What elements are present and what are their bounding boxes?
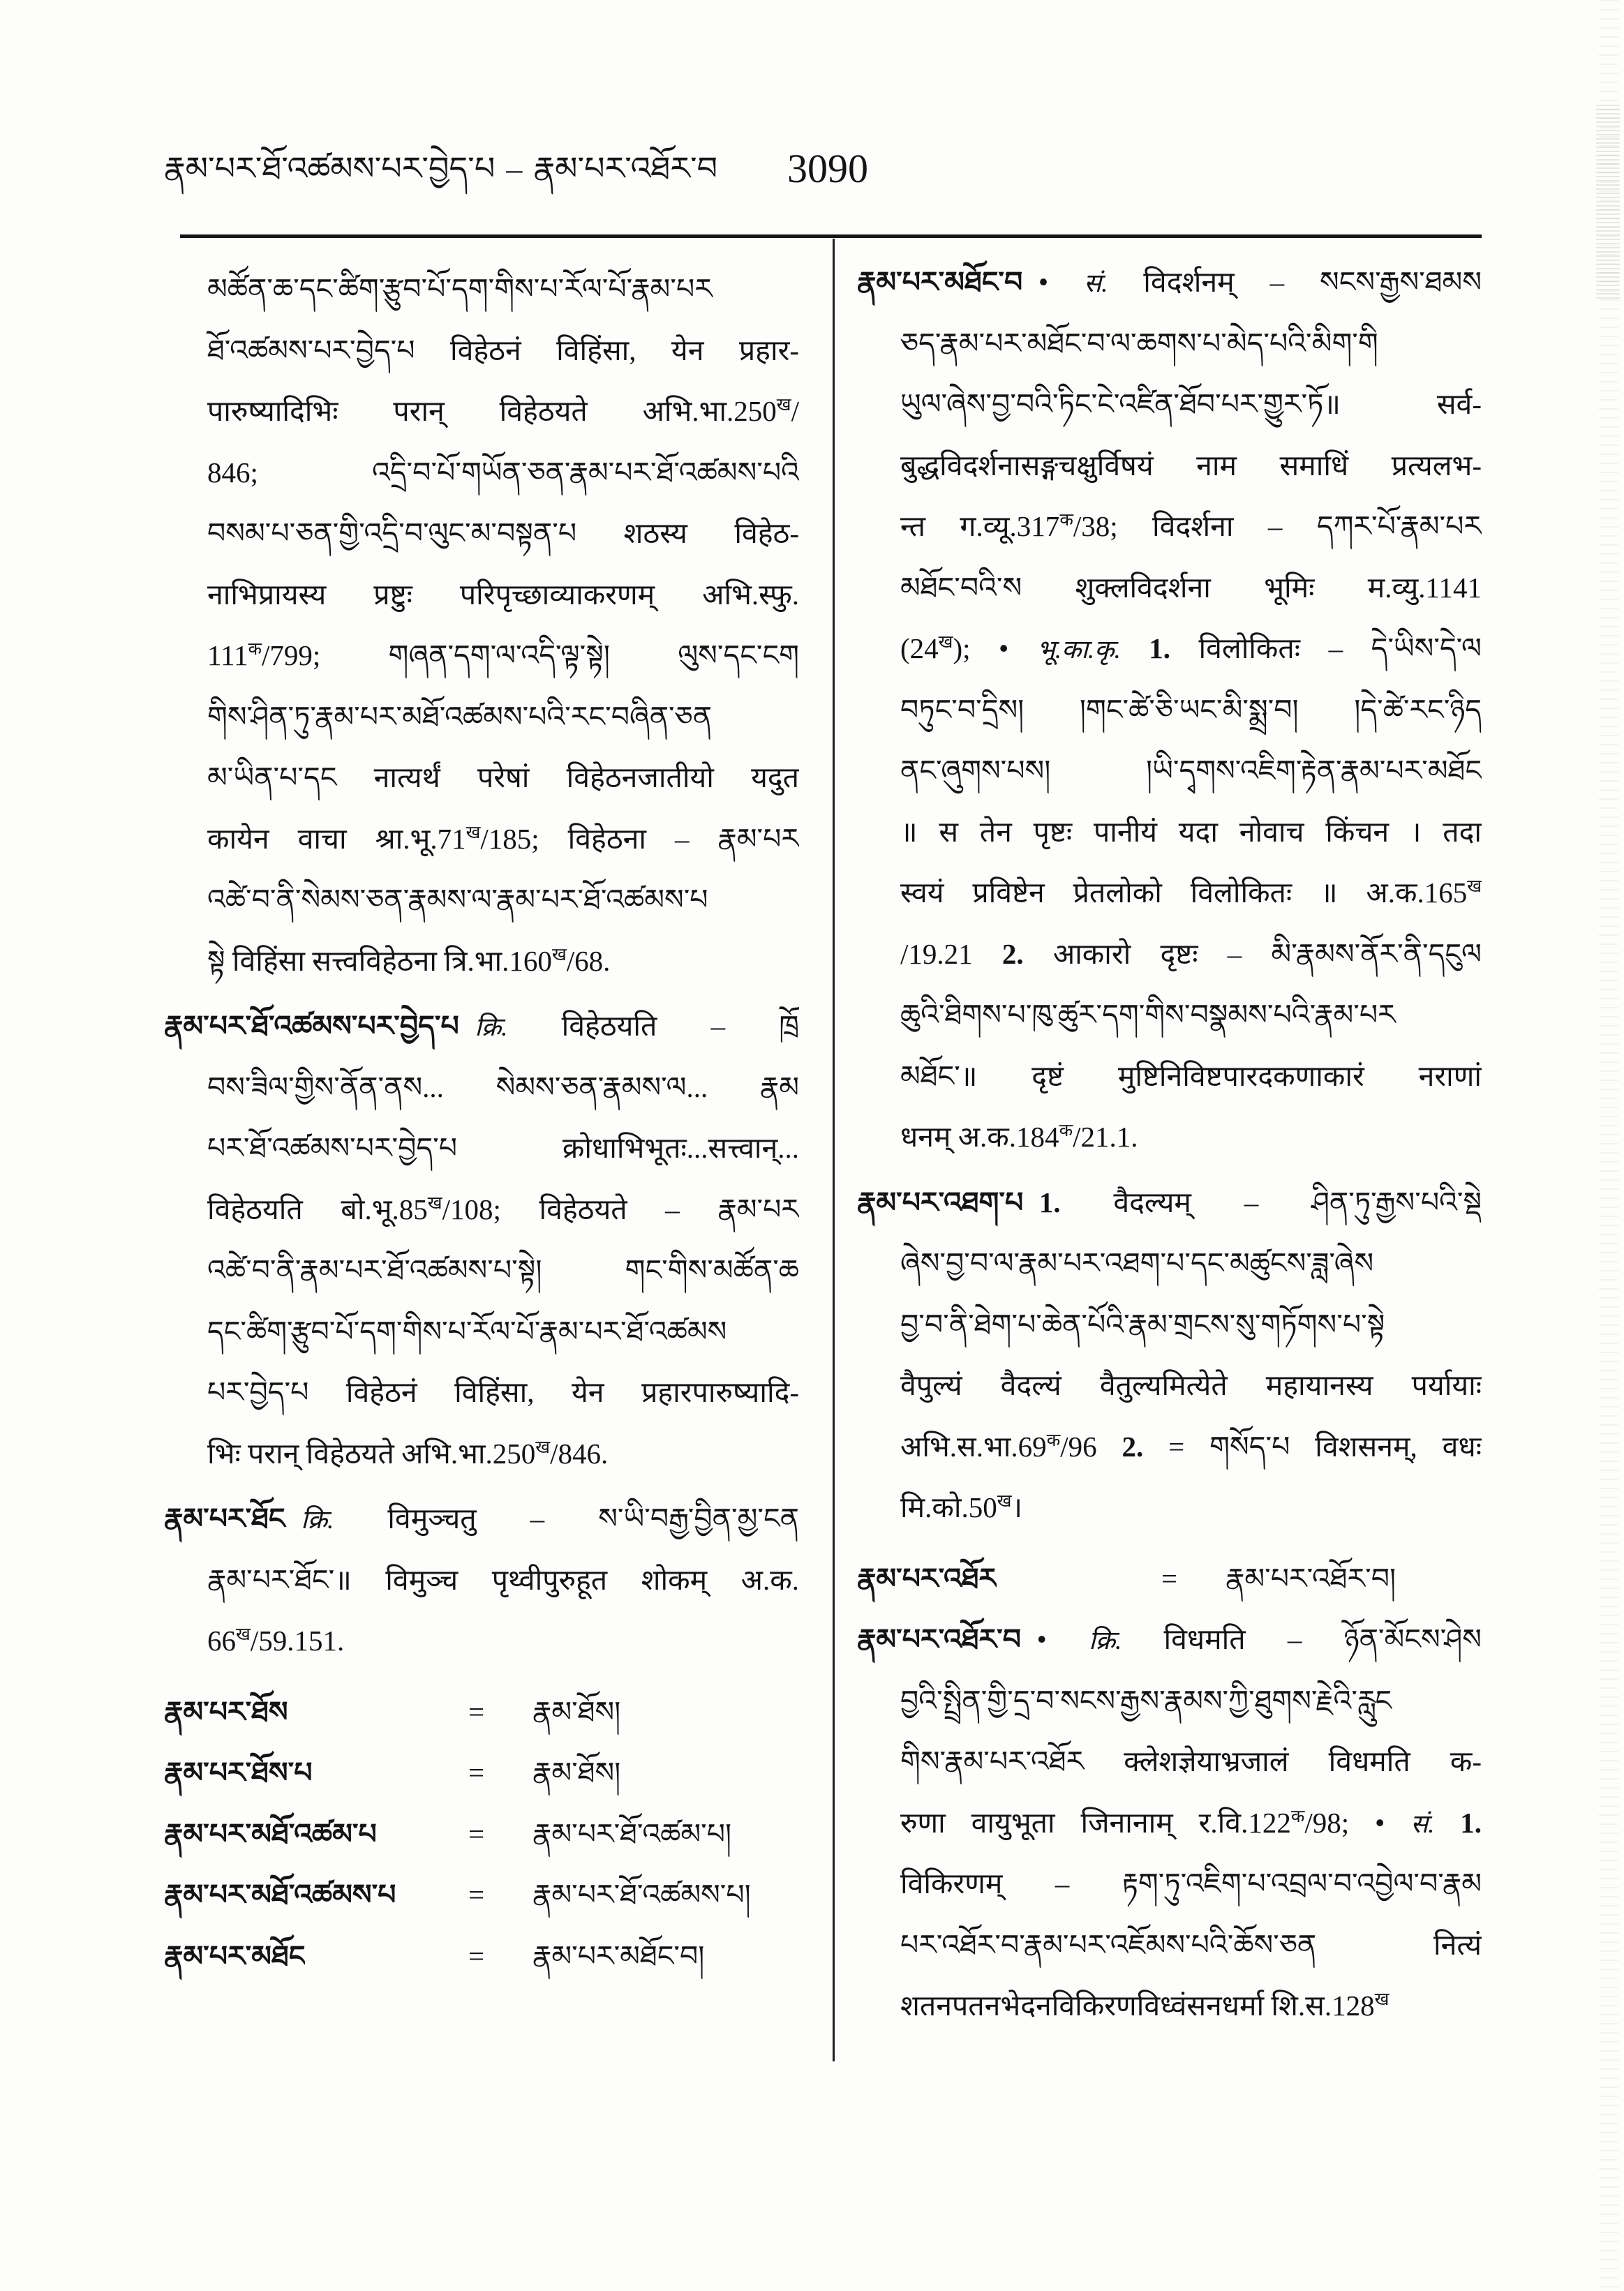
sense-number: 1. <box>1460 1806 1482 1839</box>
running-header <box>164 134 890 204</box>
text-run: ); • <box>953 632 1037 664</box>
xref-headword: རྣམ་པར་མཐོ་འཚམས་པ <box>164 1879 396 1911</box>
headword: རྣམ་པར་མཐོང་བ <box>857 266 1023 298</box>
sense-number: 1. <box>1038 1186 1061 1218</box>
xref-target: རྣམ་ཐོས། <box>532 1695 621 1728</box>
folio-side-superscript: ख <box>1374 1989 1390 2009</box>
cross-reference-entry <box>164 1742 799 1804</box>
xref-headword: རྣམ་པར་ཐོས་པ <box>164 1756 313 1789</box>
text-run: ནང་ཞུགས་པས། །ཡི་དྭགས་འཇིག་རྟེན་རྣམ་པར་མཐོང <box>900 754 1482 786</box>
sense-number: 2. <box>1001 937 1024 970</box>
text-run: विधमति – ཉོན་མོངས་ཤེས <box>1122 1623 1482 1655</box>
entry-line <box>164 381 799 442</box>
text-run: མཚོན་ཆ་དང་ཚིག་རྩུབ་པོ་དག་གིས་པ་རོལ་པོ་རྣམ་པར <box>207 273 713 305</box>
equals-sign: = <box>468 1756 485 1789</box>
dictionary-entry <box>164 1488 799 1672</box>
text-run: स्वयं प्रविष्टेन प्रेतलोको विलोकितः ॥ अ.क.165 <box>900 876 1468 909</box>
entry-line <box>164 1611 799 1672</box>
entry-line <box>857 558 1482 619</box>
text-run: ཞེས་བྱ་བ་ལ་རྣམ་པར་འཐག་པ་དང་མཚུངས་ཟླ་ཞེས <box>900 1247 1374 1279</box>
text-run: མཐོང་བའི་ས शुक्लविदर्शना भूमिः म.व्यु.1141 <box>900 571 1482 604</box>
text-run: आकारो दृष्टः – མི་རྣམས་ནོར་ནི་དངུལ <box>1023 937 1482 970</box>
grammar-abbreviation: क्रि. <box>301 1505 334 1534</box>
entry-line <box>164 747 799 809</box>
text-run: /19.21 <box>900 937 1002 970</box>
entry-line <box>164 1424 799 1485</box>
entry-line <box>857 1233 1482 1294</box>
text-run: པར་བྱེད་པ विहेठनं विहिंसा, येन प्रहारपारुष्यादि- <box>207 1376 799 1408</box>
text-run: धनम् अ.क.184 <box>900 1121 1059 1153</box>
entry-line <box>164 320 799 382</box>
entry-line <box>164 996 799 1057</box>
xref-headword: རྣམ་པར་མཐོང <box>164 1939 306 1972</box>
text-run: अभि.स.भा.69 <box>900 1430 1047 1463</box>
grammar-abbreviation: सं. <box>1410 1809 1435 1838</box>
text-run: • <box>1038 266 1085 298</box>
text-run: • <box>1036 1623 1089 1655</box>
entry-line <box>857 1731 1482 1793</box>
scan-edge-noise <box>1599 0 1618 2291</box>
text-run: /21.1. <box>1073 1121 1138 1153</box>
cross-reference-entry <box>164 1926 799 1987</box>
folio-side-superscript: ख <box>551 944 567 964</box>
sense-number: 1. <box>1149 632 1170 664</box>
text-run: भिः परान् विहेठयते अभि.भा.250 <box>207 1437 536 1470</box>
text-run: རྣམ་པར་ཐོང་॥ विमुञ्च पृथ्वीपुरुहूत शोकम् अ.क. <box>207 1563 799 1596</box>
header-dash: – <box>506 151 523 186</box>
text-run: /799; གཞན་དག་ལ་འདི་ལྟ་སྟེ། ལུས་དང་ངག <box>261 639 799 671</box>
cross-reference-entry <box>164 1865 799 1926</box>
text-run: विदर्शनम् – སངས་རྒྱས་ཐམས <box>1108 266 1482 298</box>
left-column <box>164 259 799 1987</box>
text-run: (24 <box>900 632 939 664</box>
entry-line <box>857 1671 1482 1732</box>
folio-side-superscript: ख <box>535 1437 551 1457</box>
text-run: ཐོ་འཚམས་པར་བྱེད་པ विहेठनं विहिंसा, येन प्रहार- <box>207 334 799 366</box>
headword: རྣམ་པར་ཐོ་འཚམས་པར་བྱེད་པ <box>164 1010 459 1042</box>
entry-line <box>857 618 1482 680</box>
text-run: / <box>791 395 799 427</box>
headword: རྣམ་པར་ཐོང <box>164 1502 285 1535</box>
text-run: པར་འཐོར་བ་རྣམ་པར་འཇོམས་པའི་ཆོས་ཅན नित्यं <box>900 1928 1482 1961</box>
xref-target: རྣམ་པར་འཐོར་བ། <box>1226 1562 1396 1595</box>
entry-line <box>164 442 799 504</box>
text-run: विमुञ्चतु – ས་ཡི་བརྒྱ་བྱིན་མྱ་ངན <box>334 1502 799 1535</box>
cross-reference-entry <box>164 1682 799 1743</box>
folio-side-superscript: क <box>1046 1430 1061 1450</box>
headword: རྣམ་པར་འཐག་པ <box>857 1186 1024 1218</box>
text-run: /38; विदर्शना – དཀར་པོ་རྣམ་པར <box>1073 510 1482 542</box>
folio-side-superscript: क <box>1290 1806 1305 1826</box>
grammar-abbreviation: सं. <box>1084 269 1108 297</box>
entry-line <box>164 625 799 687</box>
xref-headword: རྣམ་པར་འཐོར <box>857 1562 997 1595</box>
header-first-headword: རྣམ་པར་ཐོ་འཚམས་པར་བྱེད་པ <box>164 151 496 186</box>
text-run: 111 <box>207 639 248 671</box>
folio-side-superscript: क <box>1059 509 1073 530</box>
text-run: 66 <box>207 1625 236 1657</box>
text-run: བྱའི་སྤྲིན་གྱི་དྲ་བ་སངས་རྒྱས་རྣམས་ཀྱི་ཐུགས་རྗེའི་རླུང <box>900 1684 1392 1717</box>
entry-line <box>164 931 799 992</box>
entry-line <box>164 870 799 931</box>
text-run <box>1434 1807 1460 1839</box>
folio-side-superscript: क <box>1059 1120 1073 1140</box>
xref-headword: རྣམ་པར་ཐོས <box>164 1695 288 1728</box>
entry-line <box>857 863 1482 924</box>
text-run: पारुष्यादिभिः परान् विहेठयते अभि.भा.250 <box>207 395 777 427</box>
text-run: མ་ཡིན་པ་དང नात्यर्थं परेषां विहेठनजातीयो यदुत <box>207 761 799 793</box>
entry-line <box>164 1488 799 1550</box>
text-run: བས་ཟིལ་གྱིས་ནོན་ནས... སེམས་ཅན་རྣམས་ལ... རྣམ <box>207 1070 799 1103</box>
xref-target: རྣམ་པར་ཐོ་འཚམ་པ། <box>532 1817 732 1850</box>
entry-line <box>164 809 799 870</box>
text-run: /68. <box>566 944 611 977</box>
xref-target: རྣམ་པར་ཐོ་འཚམས་པ། <box>532 1879 751 1911</box>
folio-side-superscript: ख <box>997 1491 1012 1511</box>
text-run: /98; • <box>1304 1806 1411 1839</box>
text-run: བསམ་པ་ཅན་གྱི་འདྲི་བ་ལུང་མ་བསྟན་པ शठस्य विहेठ- <box>207 517 799 549</box>
entry-line <box>857 374 1482 435</box>
text-run: ཅད་རྣམ་པར་མཐོང་བ་ལ་ཆགས་པ་མེད་པའི་མིག་གི <box>900 327 1378 359</box>
dictionary-entry <box>164 996 799 1484</box>
entry-line <box>857 1853 1482 1915</box>
entry-line <box>857 1417 1482 1478</box>
header-headword-range <box>164 134 717 204</box>
headword: རྣམ་པར་འཐོར་བ <box>857 1623 1021 1655</box>
text-run: /59.151. <box>250 1625 345 1657</box>
continued-entry <box>164 259 799 992</box>
text-run: मि.को.50 <box>900 1491 997 1523</box>
text-run: शतनपतनभेदनविकिरणविध्वंसनधर्मा शि.स.128 <box>900 1990 1375 2022</box>
cross-reference-entry <box>164 1804 799 1865</box>
text-run: /185; विहेठना – རྣམ་པར <box>480 822 799 855</box>
text-run: /108; विहेठयते – རྣམ་པར <box>442 1193 799 1225</box>
grammar-abbreviation: क्रि. <box>1089 1626 1122 1655</box>
text-run: གིས་རྣམ་པར་འཐོར क्लेशज्ञेयाभ्रजालं विधमति क- <box>900 1745 1482 1777</box>
dictionary-entry <box>857 1609 1482 2037</box>
text-run: འཚེ་བ་ནི་རྣམ་པར་ཐོ་འཚམས་པ་སྟེ། གང་གིས་མཚོན་ཆ <box>207 1254 799 1286</box>
entry-line <box>857 802 1482 863</box>
folio-side-superscript: ख <box>938 632 953 652</box>
text-run: དང་ཚིག་རྩུབ་པོ་དག་གིས་པ་རོལ་པོ་རྣམ་པར་ཐོ་འཚམས <box>207 1315 727 1348</box>
entry-line <box>164 565 799 626</box>
xref-target: རྣམ་ཐོས། <box>532 1756 621 1789</box>
entry-line <box>857 252 1482 313</box>
text-run: /96 <box>1060 1430 1122 1463</box>
text-run: विहेठयति – ཁྲོ <box>507 1010 799 1042</box>
entry-line <box>164 1118 799 1179</box>
equals-sign: = <box>468 1695 485 1728</box>
entry-line <box>857 435 1482 497</box>
entry-line <box>857 1294 1482 1356</box>
entry-line <box>857 1172 1482 1234</box>
text-run: विकिरणम् – རྟག་ཏུ་འཇིག་པ་འབྲལ་བ་འབྱེལ་བ་རྣམ <box>900 1867 1482 1900</box>
page-number: 3090 <box>787 146 868 191</box>
folio-side-superscript: ख <box>776 394 791 415</box>
text-run: वैदल्यम् – ཤིན་ཏུ་རྒྱས་པའི་སྡེ <box>1060 1186 1482 1218</box>
text-run: /846. <box>550 1437 609 1470</box>
entry-line <box>857 985 1482 1046</box>
entry-line <box>857 1609 1482 1671</box>
entry-line <box>164 1362 799 1424</box>
text-run: བྱ་བ་ནི་ཐེག་པ་ཆེན་པོའི་རྣམ་གྲངས་སུ་གཏོགས་པ་སྟེ <box>900 1308 1385 1341</box>
folio-side-superscript: ख <box>465 822 481 842</box>
text-run: । <box>1011 1491 1023 1523</box>
folio-side-superscript: ख <box>1467 876 1482 896</box>
entry-line <box>164 687 799 748</box>
entry-line <box>857 1793 1482 1854</box>
xref-target: རྣམ་པར་མཐོང་བ། <box>532 1939 705 1972</box>
text-run: बुद्धविदर्शनासङ्गचक्षुर्विषयं नाम समाधिं प्रत्यलभ- <box>900 449 1482 482</box>
header-last-headword: རྣམ་པར་འཐོར་བ <box>533 151 718 186</box>
entry-line <box>164 1057 799 1119</box>
sense-number: 2. <box>1122 1430 1144 1463</box>
entry-line <box>857 1355 1482 1417</box>
text-run: གིས་ཤིན་ཏུ་རྣམ་པར་མཐོ་འཚམས་པའི་རང་བཞིན་ཅན <box>207 700 713 733</box>
entry-line <box>857 924 1482 985</box>
header-rule <box>180 234 1482 238</box>
text-run: वैपुल्यं वैदल्यं वैतुल्यमित्येते महायानस्य पर्यायाः <box>900 1369 1482 1401</box>
scan-edge-noise-dense <box>1596 105 1620 300</box>
entry-line <box>164 259 799 320</box>
text-run: བཏུང་བ་དྲིས། །གང་ཚེ་ཅི་ཡང་མི་སྨྲ་བ། །དེ་ཚེ་རང་ཉིད <box>900 693 1482 726</box>
text-run: रुणा वायुभूता जिनानाम् र.वि.122 <box>900 1806 1291 1839</box>
entry-line <box>857 1477 1482 1539</box>
text-run: न्त ग.व्यू.317 <box>900 510 1060 542</box>
text-run: ཡུལ་ཞེས་བྱ་བའི་ཏིང་ངེ་འཛིན་ཐོབ་པར་གྱུར་ཏོ॥ सर्व- <box>900 388 1482 420</box>
equals-sign: = <box>1161 1562 1178 1595</box>
entry-line <box>857 1976 1482 2037</box>
entry-line <box>857 1107 1482 1168</box>
column-divider <box>833 239 835 2061</box>
entry-line <box>164 503 799 565</box>
text-run <box>1121 632 1149 664</box>
folio-side-superscript: ख <box>236 1624 251 1644</box>
text-run: ॥ स तेन पृष्टः पानीयं यदा नोवाच किंचन । तदा <box>900 815 1482 848</box>
equals-sign: = <box>468 1817 485 1850</box>
text-run: པར་ཐོ་འཚམས་པར་བྱེད་པ क्रोधाभिभूतः...सत्त्वान्... <box>207 1132 799 1164</box>
entry-line <box>164 1550 799 1611</box>
text-run: नाभिप्रायस्य प्रष्टुः परिपृच्छाव्याकरणम् अभि.स्फु. <box>207 578 799 611</box>
entry-line <box>857 1915 1482 1976</box>
folio-side-superscript: ख <box>427 1193 442 1213</box>
dictionary-entry <box>857 1172 1482 1539</box>
text-run: कायेन वाचा श्रा.भू.71 <box>207 822 466 855</box>
text-run: = གསོད་པ विशसनम्, वधः <box>1143 1430 1482 1463</box>
entry-line <box>857 740 1482 802</box>
dictionary-entry <box>857 252 1482 1168</box>
grammar-abbreviation: भू.का.कृ. <box>1036 635 1121 664</box>
entry-line <box>857 313 1482 375</box>
text-run: མཐོང་॥ दृष्टं मुष्टिनिविष्टपारदकणाकारं नराणां <box>900 1059 1482 1092</box>
entry-line <box>857 1046 1482 1107</box>
text-run: 846; འདྲི་བ་པོ་གཡོན་ཅན་རྣམ་པར་ཐོ་འཚམས་པའི <box>207 456 799 488</box>
cross-reference-entry <box>857 1549 1482 1610</box>
entry-line <box>857 680 1482 741</box>
entry-line <box>857 496 1482 558</box>
xref-headword: རྣམ་པར་མཐོ་འཚམ་པ <box>164 1817 377 1850</box>
equals-sign: = <box>468 1939 485 1972</box>
text-run: विलोकितः – དེ་ཡིས་དེ་ལ <box>1170 632 1482 664</box>
text-run: འཚེ་བ་ནི་སེམས་ཅན་རྣམས་ལ་རྣམ་པར་ཐོ་འཚམས་པ <box>207 883 708 916</box>
grammar-abbreviation: क्रि. <box>475 1013 508 1041</box>
entry-line <box>164 1301 799 1363</box>
equals-sign: = <box>468 1879 485 1911</box>
right-column <box>857 252 1482 2037</box>
entry-line <box>164 1240 799 1301</box>
text-run: ཆུའི་ཐིགས་པ་ཁུ་ཚུར་དག་གིས་བསྣམས་པའི་རྣམ་པར <box>900 999 1396 1031</box>
text-run: སྟེ विहिंसा सत्त्वविहेठना त्रि.भा.160 <box>207 944 552 977</box>
entry-line <box>164 1179 799 1241</box>
text-run: विहेठयति बो.भू.85 <box>207 1193 428 1225</box>
folio-side-superscript: क <box>248 639 262 659</box>
